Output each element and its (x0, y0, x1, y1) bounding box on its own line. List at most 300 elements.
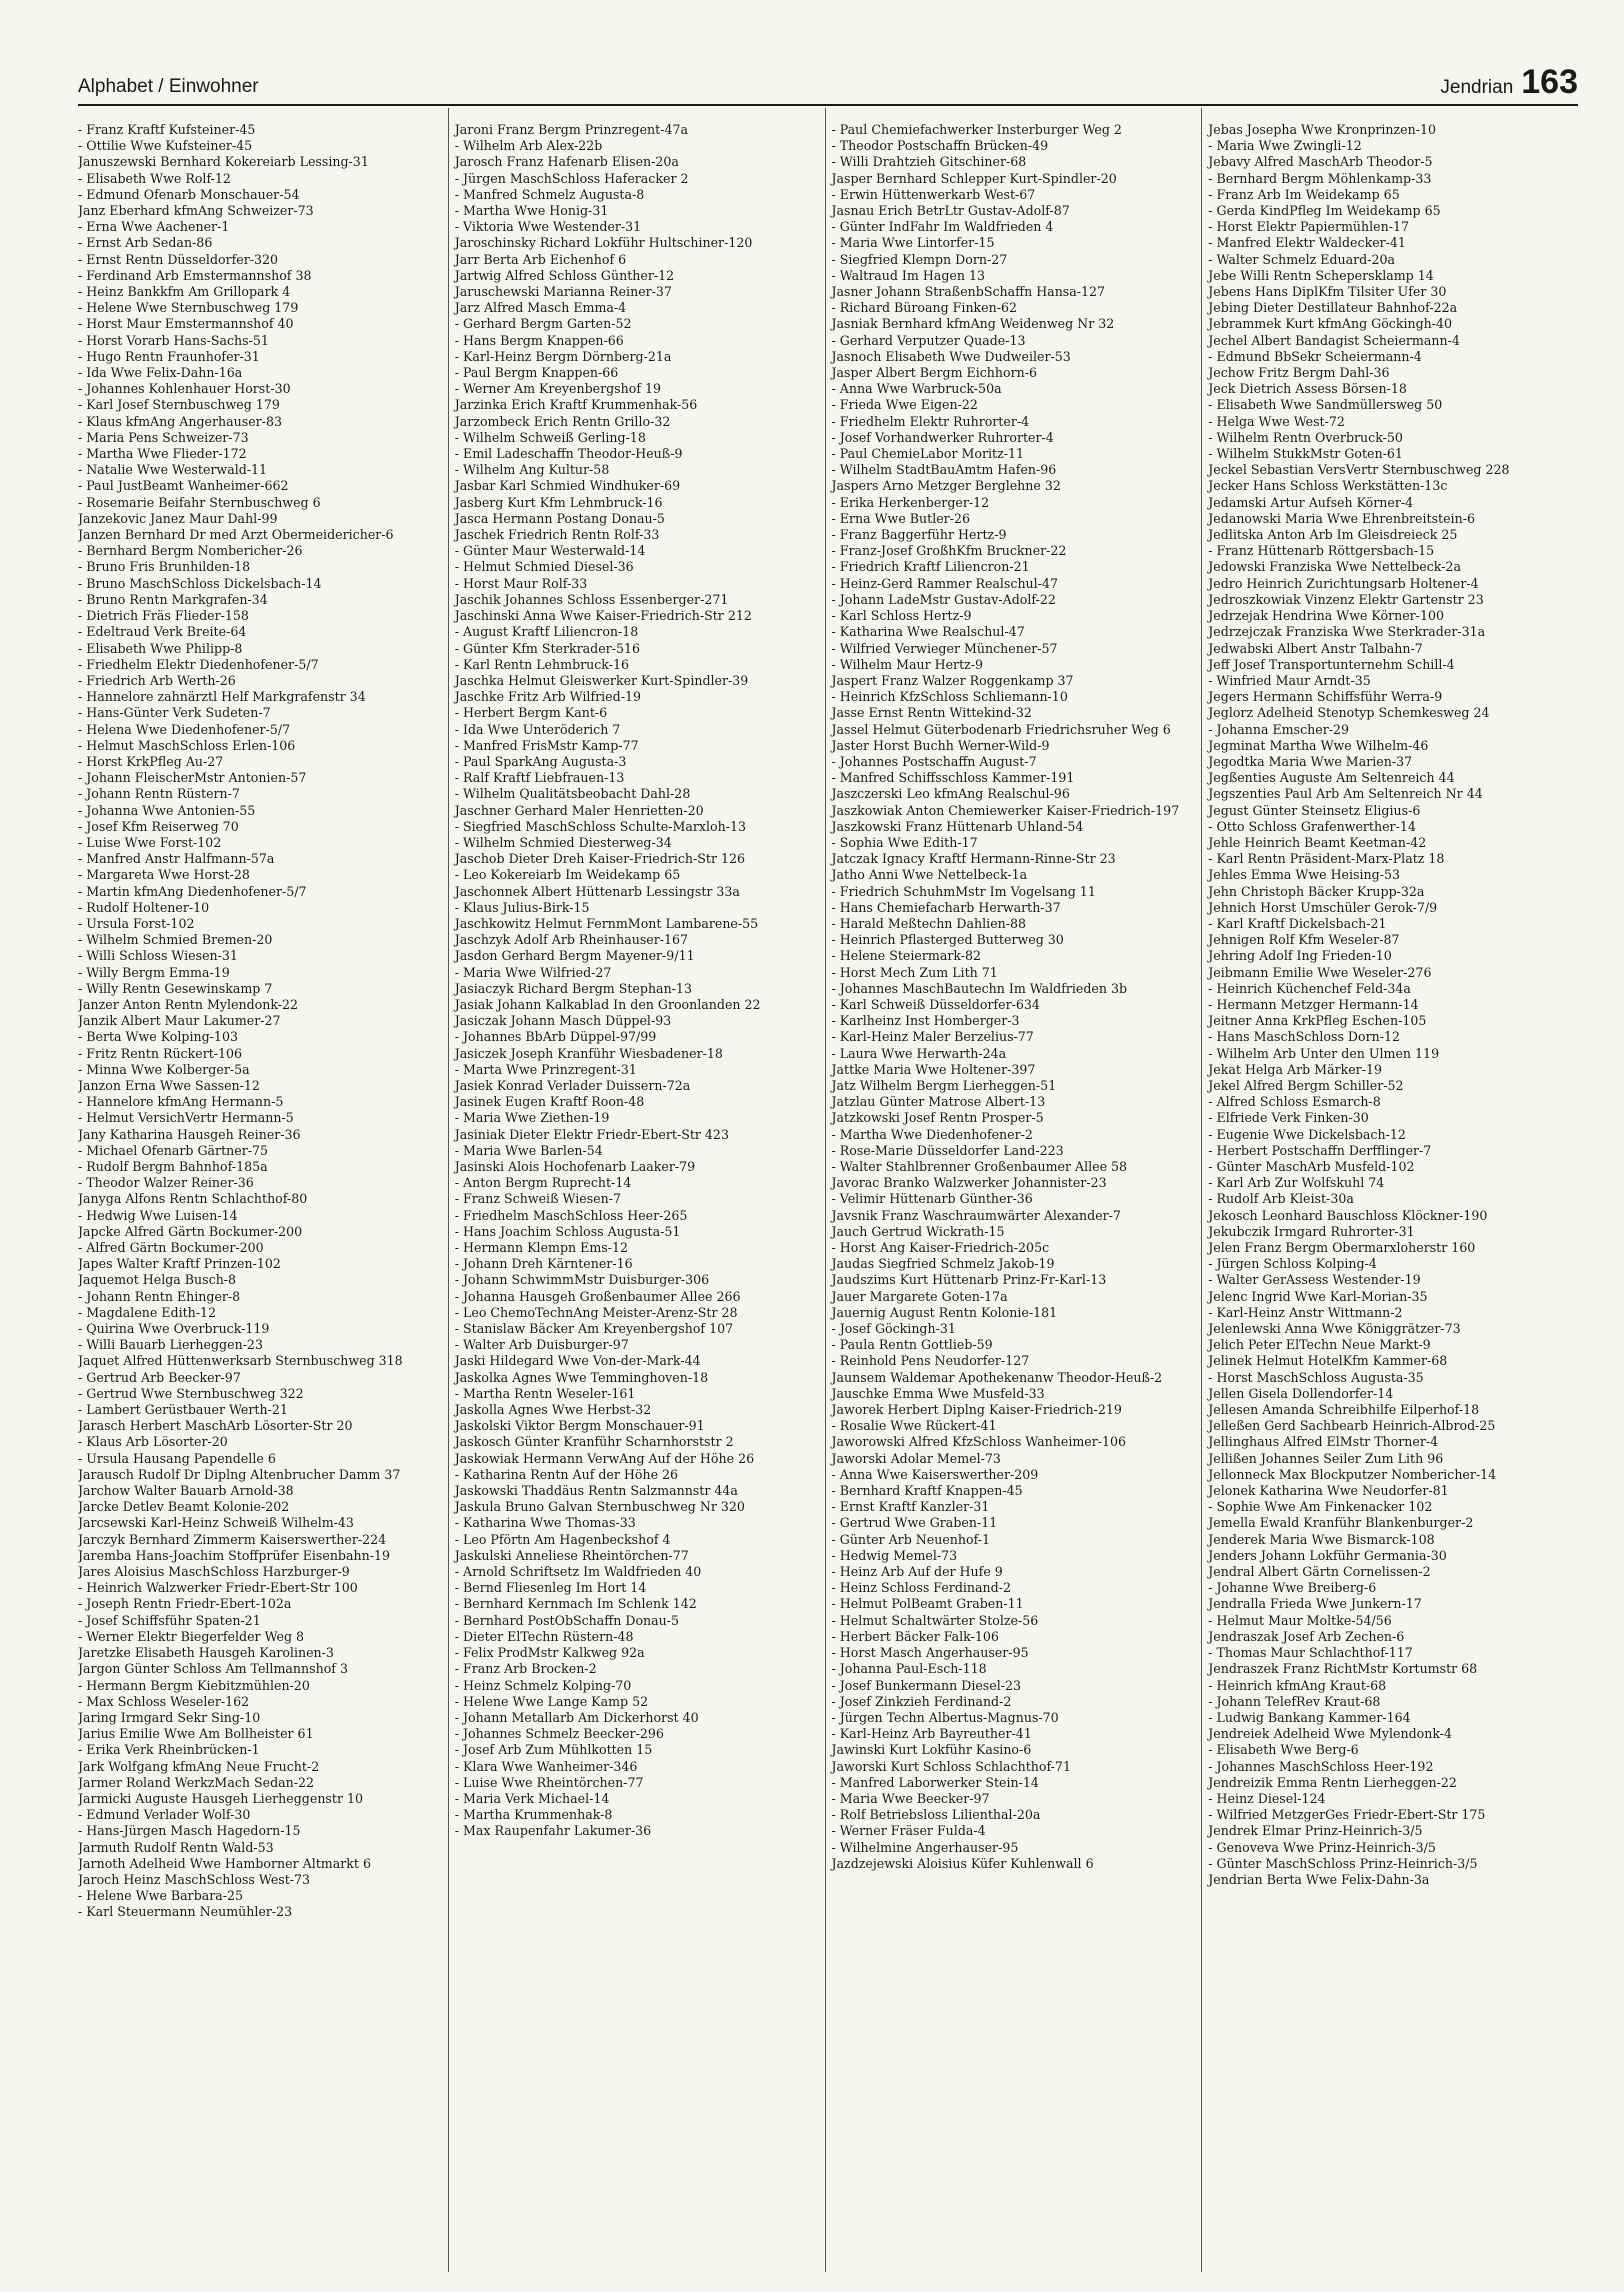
column-2 (448, 108, 825, 2272)
directory-entry: - Hans Bergm Knappen-66 (454, 332, 624, 348)
directory-entry: - Hugo Rentn Fraunhofer-31 (78, 348, 260, 364)
directory-entry: Jarz Alfred Masch Emma-4 (454, 300, 627, 316)
directory-entry: - Leo Kokereiarb Im Weidekamp 65 (454, 867, 681, 883)
directory-entry: - Jürgen Techn Albertus-Magnus-70 (831, 1709, 1059, 1725)
directory-entry: - Harald Meßtechn Dahlien-88 (831, 915, 1027, 931)
directory-entry: - Josef Kfm Reiserweg 70 (78, 818, 239, 834)
directory-entry: Jaskolla Agnes Wwe Herbst-32 (454, 1402, 652, 1418)
directory-entry: Jaworski Adolar Memel-73 (831, 1450, 1001, 1466)
directory-entry: - Maria Wwe Barlen-54 (454, 1142, 603, 1158)
directory-entry: Jaskowski Thaddäus Rentn Salzmannstr 44a (454, 1483, 738, 1499)
directory-entry: - Martha Rentn Weseler-161 (454, 1385, 636, 1401)
directory-entry: - Leo Pförtn Am Hagenbeckshof 4 (454, 1531, 671, 1547)
directory-entry: - Heinrich KfzSchloss Schliemann-10 (831, 689, 1068, 705)
directory-entry: Jasca Hermann Postang Donau-5 (454, 510, 665, 526)
directory-entry: - Gertrud Arb Beecker-97 (78, 1369, 241, 1385)
directory-entry: - Alfred Schloss Esmarch-8 (1208, 1094, 1381, 1110)
directory-entry: Jelenlewski Anna Wwe Königgrätzer-73 (1208, 1321, 1461, 1337)
page-number: 163 (1521, 63, 1578, 101)
directory-entry: Jaszczerski Leo kfmAng Realschul-96 (831, 786, 1070, 802)
directory-entry: - Richard Büroang Finken-62 (831, 300, 1018, 316)
directory-entry: - Elfriede Verk Finken-30 (1208, 1110, 1369, 1126)
directory-entry: Jaschinski Anna Wwe Kaiser-Friedrich-Str 212 (454, 608, 752, 624)
directory-entry: - Horst Vorarb Hans-Sachs-51 (78, 332, 269, 348)
directory-entry: - Thomas Maur Schlachthof-117 (1208, 1645, 1413, 1661)
directory-entry: Jellonneck Max Blockputzer Nombericher-14 (1208, 1466, 1497, 1482)
directory-entry: - Wilhelm Schmied Bremen-20 (78, 932, 273, 948)
directory-entry: Jawinski Kurt Lokführ Kasino-6 (831, 1742, 1032, 1758)
column-3 (825, 108, 1202, 2272)
directory-entry: Jaskolski Viktor Bergm Monschauer-91 (454, 1418, 705, 1434)
directory-entry: - Helmut Maur Moltke-54/56 (1208, 1612, 1392, 1628)
directory-entry: - Willi Drahtzieh Gitschiner-68 (831, 154, 1027, 170)
directory-entry: Jedamski Artur Aufseh Körner-4 (1208, 494, 1414, 510)
directory-entry: Javsnik Franz Waschraumwärter Alexander-7 (831, 1207, 1121, 1223)
directory-entry: - Bernhard Bergm Möhlenkamp-33 (1208, 170, 1432, 186)
directory-entry: Jelich Peter ElTechn Neue Markt-9 (1208, 1337, 1431, 1353)
directory-entry: - Johann TelefRev Kraut-68 (1208, 1693, 1381, 1709)
directory-entry: - Anton Bergm Ruprecht-14 (454, 1175, 632, 1191)
directory-entry: - Bernhard Bergm Nombericher-26 (78, 543, 303, 559)
directory-entry: - Friedhelm Elektr Diedenhofener-5/7 (78, 656, 319, 672)
directory-entry: - Bernhard Kraftf Knappen-45 (831, 1483, 1023, 1499)
directory-entry: - Maria Wwe Wilfried-27 (454, 964, 612, 980)
directory-entry: - Willi Bauarb Lierheggen-23 (78, 1337, 263, 1353)
directory-entry: - Helmut PolBeamt Graben-11 (831, 1596, 1024, 1612)
directory-entry: Jarosch Franz Hafenarb Elisen-20a (454, 154, 679, 170)
directory-entry: - Katharina Rentn Auf der Höhe 26 (454, 1466, 679, 1482)
directory-entry: - Herbert Postschaffn Derfflinger-7 (1208, 1142, 1432, 1158)
directory-entry: - Horst MaschSchloss Augusta-35 (1208, 1369, 1424, 1385)
directory-entry: - Karl Schloss Hertz-9 (831, 608, 972, 624)
column-4 (1201, 108, 1578, 2272)
directory-entry: - Heinz Bankkfm Am Grillopark 4 (78, 284, 291, 300)
directory-entry: Jelenc Ingrid Wwe Karl-Morian-35 (1208, 1288, 1428, 1304)
directory-entry: - Franz Baggerführ Hertz-9 (831, 527, 1007, 543)
directory-entry: - Herbert Bergm Kant-6 (454, 705, 608, 721)
directory-entry: Jenderek Maria Wwe Bismarck-108 (1208, 1531, 1435, 1547)
directory-entry: Jaretzke Elisabeth Hausgeh Karolinen-3 (78, 1645, 334, 1661)
directory-entry: - Horst Maur Rolf-33 (454, 575, 588, 591)
directory-entry: - Paul ChemieLabor Moritz-11 (831, 446, 1024, 462)
directory-entry: - Johannes Kohlenhauer Horst-30 (78, 381, 291, 397)
directory-entry: - Jürgen MaschSchloss Haferacker 2 (454, 170, 689, 186)
directory-entry: - Dieter ElTechn Rüstern-48 (454, 1628, 634, 1644)
directory-entry: Jaudszims Kurt Hüttenarb Prinz-Fr-Karl-13 (831, 1272, 1107, 1288)
directory-entry: - Bernhard PostObSchaffn Donau-5 (454, 1612, 680, 1628)
directory-entry: - Karl Kraftf Dickelsbach-21 (1208, 915, 1387, 931)
directory-entry: Jasdon Gerhard Bergm Mayener-9/11 (454, 948, 695, 964)
directory-entry: - Günter Kfm Sterkrader-516 (454, 640, 640, 656)
directory-entry: - Martha Krummenhak-8 (454, 1807, 613, 1823)
directory-entry: Jatzlau Günter Matrose Albert-13 (831, 1094, 1046, 1110)
directory-entry: - Karlheinz Inst Homberger-3 (831, 1013, 1020, 1029)
directory-entry: Jauch Gertrud Wickrath-15 (831, 1223, 1005, 1239)
directory-entry: Janyga Alfons Rentn Schlachthof-80 (78, 1191, 308, 1207)
directory-entry: - Joseph Rentn Friedr-Ebert-102a (78, 1596, 292, 1612)
directory-entry: - Josef Zinkzieh Ferdinand-2 (831, 1693, 1012, 1709)
directory-entry: Jebas Josepha Wwe Kronprinzen-10 (1208, 122, 1437, 137)
directory-entry: - Theodor Postschaffn Brücken-49 (831, 138, 1049, 154)
directory-entry: - Frieda Wwe Eigen-22 (831, 397, 978, 413)
directory-entry: - Helga Wwe West-72 (1208, 413, 1345, 429)
directory-entry: - Karl Arb Zur Wolfskuhl 74 (1208, 1175, 1385, 1191)
directory-entry: Jatho Anni Wwe Nettelbeck-1a (831, 867, 1028, 883)
directory-entry: - Horst KrkPfleg Au-27 (78, 753, 224, 769)
directory-entry: Jendrek Elmar Prinz-Heinrich-3/5 (1208, 1823, 1423, 1839)
directory-entry: - Anna Wwe Warbruck-50a (831, 381, 1002, 397)
directory-entry: - Franz Arb Im Weidekamp 65 (1208, 186, 1400, 202)
directory-entry: Jaquemot Helga Busch-8 (78, 1272, 237, 1288)
directory-entry: Jassel Helmut Güterbodenarb Friedrichsruher Weg 6 (831, 721, 1171, 737)
directory-entry: Janzekovic Janez Maur Dahl-99 (78, 510, 278, 526)
directory-entry: - Johannes Schmelz Beecker-296 (454, 1726, 664, 1742)
directory-entry: Jaschob Dieter Dreh Kaiser-Friedrich-Str 126 (454, 851, 746, 867)
directory-entry: - Martha Wwe Diedenhofener-2 (831, 1126, 1033, 1142)
directory-entry: Jatzkowski Josef Rentn Prosper-5 (831, 1110, 1044, 1126)
directory-entry: Jaschik Johannes Schloss Essenberger-271 (454, 591, 729, 607)
directory-entry: Jegßenties Auguste Am Seltenreich 44 (1208, 770, 1455, 786)
directory-entry: Jarzinka Erich Kraftf Krummenhak-56 (454, 397, 698, 413)
directory-entry: - Franz-Josef GroßhKfm Bruckner-22 (831, 543, 1067, 559)
directory-entry: - Heinrich Küchenchef Feld-34a (1208, 980, 1411, 996)
directory-entry: - Karl Josef Sternbuschweg 179 (78, 397, 280, 413)
directory-entry: Jasiaczyk Richard Bergm Stephan-13 (454, 980, 692, 996)
directory-entry: - Josef Schiffsführ Spaten-21 (78, 1612, 261, 1628)
directory-entry: - Helmut Schaltwärter Stolze-56 (831, 1612, 1039, 1628)
directory-entry: Jarasch Herbert MaschArb Lösorter-Str 20 (78, 1418, 353, 1434)
directory-entry: Jedrzejak Hendrina Wwe Körner-100 (1208, 608, 1444, 624)
directory-entry: - Friedhelm Elektr Ruhrorter-4 (831, 413, 1030, 429)
directory-entry: Jaster Horst Buchh Werner-Wild-9 (831, 737, 1050, 753)
directory-entry: - Wilhelm Rentn Overbruck-50 (1208, 429, 1403, 445)
directory-entry: - Walter Stahlbrenner Großenbaumer Allee 58 (831, 1159, 1128, 1174)
directory-entry: Jaskula Bruno Galvan Sternbuschweg Nr 320 (454, 1499, 745, 1515)
directory-entry: - Gerhard Verputzer Quade-13 (831, 332, 1026, 348)
directory-entry: - Ernst Arb Sedan-86 (78, 235, 213, 251)
directory-entry: Janzen Bernhard Dr med Arzt Obermeidericher-6 (78, 527, 394, 543)
directory-entry: - Ottilie Wwe Kufsteiner-45 (78, 138, 253, 154)
directory-entry: - Heinrich Walzwerker Friedr-Ebert-Str 100 (78, 1580, 358, 1596)
directory-entry: - Rudolf Bergm Bahnhof-185a (78, 1159, 268, 1174)
directory-entry: - Karl-Heinz Bergm Dörnberg-21a (454, 348, 672, 364)
directory-entry: Japcke Alfred Gärtn Bockumer-200 (78, 1223, 303, 1239)
directory-entry: Jarius Emilie Wwe Am Bollheister 61 (78, 1726, 314, 1742)
directory-entry: - Gerda KindPfleg Im Weidekamp 65 (1208, 203, 1441, 219)
directory-entry: - Elisabeth Wwe Berg-6 (1208, 1742, 1359, 1758)
directory-entry: - Ursula Hausang Papendelle 6 (78, 1450, 276, 1466)
directory-entry: Jaruschewski Marianna Reiner-37 (454, 284, 672, 300)
directory-entry: - Ernst Kraftf Kanzler-31 (831, 1499, 990, 1515)
directory-entry: Jendreiek Adelheid Wwe Mylendonk-4 (1208, 1726, 1453, 1742)
directory-entry: - Minna Wwe Kolberger-5a (78, 1061, 250, 1077)
directory-entry: - Hermann Klempn Ems-12 (454, 1240, 629, 1256)
directory-entry: - Hans Joachim Schloss Augusta-51 (454, 1223, 681, 1239)
directory-entry: - Klaus Julius-Birk-15 (454, 899, 590, 915)
running-head (1440, 63, 1578, 102)
directory-entry: - Johanna Hausgeh Großenbaumer Allee 266 (454, 1288, 741, 1304)
directory-entry: - Erna Wwe Butler-26 (831, 510, 970, 526)
directory-entry: - Ralf Kraftf Liebfrauen-13 (454, 770, 625, 786)
directory-entry: Jarnoth Adelheid Wwe Hamborner Altmarkt 6 (78, 1855, 371, 1871)
directory-entry: - Hermann Bergm Kiebitzmühlen-20 (78, 1677, 310, 1693)
directory-entry: Jaspert Franz Walzer Roggenkamp 37 (831, 672, 1074, 688)
directory-entry: - Horst Ang Kaiser-Friedrich-205c (831, 1240, 1050, 1256)
directory-entry: Jaschke Fritz Arb Wilfried-19 (454, 689, 641, 705)
directory-entry: Jasnoch Elisabeth Wwe Dudweiler-53 (831, 348, 1071, 364)
directory-entry: - Klaus kfmAng Angerhauser-83 (78, 413, 282, 429)
directory-entry: - Elisabeth Wwe Philipp-8 (78, 640, 243, 656)
directory-entry: Jares Aloisius MaschSchloss Harzburger-9 (78, 1564, 350, 1580)
directory-entry: - Manfred Elektr Waldecker-41 (1208, 235, 1406, 251)
directory-entry: Jedrzejczak Franziska Wwe Sterkrader-31a (1208, 624, 1486, 640)
directory-entry: - Karl Rentn Lehmbruck-16 (454, 656, 630, 672)
directory-entry: - Ferdinand Arb Emstermannshof 38 (78, 267, 312, 283)
directory-entry: Jedwabski Albert Anstr Talbahn-7 (1208, 640, 1423, 656)
directory-entry: - Wilfried MetzgerGes Friedr-Ebert-Str 175 (1208, 1807, 1486, 1823)
directory-entry: Jelen Franz Bergm Obermarxloherstr 160 (1208, 1240, 1476, 1256)
directory-entry: - Marta Wwe Prinzregent-31 (454, 1061, 637, 1077)
directory-entry: - Hans Chemiefacharb Herwarth-37 (831, 899, 1061, 915)
directory-entry: Jeibmann Emilie Wwe Weseler-276 (1208, 964, 1432, 980)
directory-entry: Jauer Margarete Goten-17a (831, 1288, 1008, 1304)
directory-entry: - Herbert Bäcker Falk-106 (831, 1628, 999, 1644)
directory-entry: - Paula Rentn Gottlieb-59 (831, 1337, 993, 1353)
directory-entry: Jaskolka Agnes Wwe Temminghoven-18 (454, 1369, 709, 1385)
directory-entry: - Johannes BbArb Düppel-97/99 (454, 1029, 657, 1045)
directory-entry: Jecker Hans Schloss Werkstätten-13c (1208, 478, 1448, 494)
directory-entry: Jegszenties Paul Arb Am Seltenreich Nr 44 (1208, 786, 1483, 802)
directory-entry: - Karl-Heinz Anstr Wittmann-2 (1208, 1304, 1403, 1320)
directory-entry: - Ida Wwe Unteröderich 7 (454, 721, 621, 737)
directory-entry: - Heinz Schmelz Kolping-70 (454, 1677, 632, 1693)
directory-entry: - Maria Pens Schweizer-73 (78, 429, 249, 445)
directory-entry: Jebens Hans DiplKfm Tilsiter Ufer 30 (1208, 284, 1447, 300)
directory-entry: - Franz Schweiß Wiesen-7 (454, 1191, 621, 1207)
directory-entry: - Johanna Paul-Esch-118 (831, 1661, 987, 1677)
directory-entry: Jaskowiak Hermann VerwAng Auf der Höhe 26 (454, 1450, 755, 1466)
guide-word: Jendrian (1440, 77, 1514, 98)
directory-entry: - Wilhelm StukkMstr Goten-61 (1208, 446, 1403, 462)
directory-entry: - Rudolf Arb Kleist-30a (1208, 1191, 1354, 1207)
directory-entry: Jarr Berta Arb Eichenhof 6 (454, 251, 627, 267)
directory-entry: - Werner Am Kreyenbergshof 19 (454, 381, 662, 397)
directory-entry: Jaring Irmgard Sekr Sing-10 (78, 1709, 261, 1725)
directory-entry: - Berta Wwe Kolping-103 (78, 1029, 238, 1045)
directory-entry: Jaroni Franz Bergm Prinzregent-47a (454, 122, 689, 137)
header-rule (78, 104, 1578, 106)
directory-entry: Jehring Adolf Ing Frieden-10 (1208, 948, 1392, 964)
directory-entry: Jaroschinsky Richard Lokführ Hultschiner-120 (454, 235, 753, 251)
directory-entry: - Josef Göckingh-31 (831, 1321, 956, 1337)
directory-entry: - Franz Kraftf Kufsteiner-45 (78, 122, 256, 137)
directory-entry: - Gerhard Bergm Garten-52 (454, 316, 632, 332)
directory-entry: - Günter Arb Neuenhof-1 (831, 1531, 991, 1547)
directory-entry: Jaunsem Waldemar Apothekenanw Theodor-Heuß-2 (831, 1369, 1163, 1385)
directory-entry: - Helmut MaschSchloss Erlen-106 (78, 737, 296, 753)
directory-entry: Jattke Maria Wwe Holtener-397 (831, 1061, 1036, 1077)
directory-entry: - Horst Mech Zum Lith 71 (831, 964, 998, 980)
directory-entry: - Sophia Wwe Edith-17 (831, 834, 978, 850)
directory-entry: - Erna Wwe Aachener-1 (78, 219, 230, 235)
directory-entry: - Rosalie Wwe Rückert-41 (831, 1418, 997, 1434)
directory-entry: - Magdalene Edith-12 (78, 1304, 217, 1320)
directory-entry: - Reinhold Pens Neudorfer-127 (831, 1353, 1030, 1369)
directory-entry: - Wilhelm Maur Hertz-9 (831, 656, 984, 672)
directory-entry: Jedroszkowiak Vinzenz Elektr Gartenstr 23 (1208, 591, 1484, 607)
directory-entry: - Wilhelm Arb Alex-22b (454, 138, 603, 154)
directory-entry: - Paul JustBeamt Wanheimer-662 (78, 478, 289, 494)
directory-entry: - Martha Wwe Flieder-172 (78, 446, 247, 462)
directory-entry: - Wilhelm Arb Unter den Ulmen 119 (1208, 1045, 1440, 1061)
directory-entry: Jegodtka Maria Wwe Marien-37 (1208, 753, 1413, 769)
directory-entry: - Friedrich SchuhmMstr Im Vogelsang 11 (831, 883, 1096, 899)
directory-entry: Jasinek Eugen Kraftf Roon-48 (454, 1094, 645, 1110)
directory-entry: Jaworski Kurt Schloss Schlachthof-71 (831, 1758, 1071, 1774)
directory-entry: Jasberg Kurt Kfm Lehmbruck-16 (454, 494, 663, 510)
directory-entry: - Theodor Walzer Reiner-36 (78, 1175, 254, 1191)
directory-entry: - Bruno Rentn Markgrafen-34 (78, 591, 268, 607)
directory-entry: - Katharina Wwe Realschul-47 (831, 624, 1025, 640)
directory-entry: Jeglorz Adelheid Stenotyp Schemkesweg 24 (1208, 705, 1490, 721)
directory-entry: - Gertrud Wwe Graben-11 (831, 1515, 998, 1531)
directory-entry: - Edeltraud Verk Breite-64 (78, 624, 247, 640)
directory-entry: Jaschzyk Adolf Arb Rheinhauser-167 (454, 932, 689, 948)
directory-entry: Jasiczek Joseph Kranführ Wiesbadener-18 (454, 1045, 723, 1061)
directory-entry: Jaskulski Anneliese Rheintörchen-77 (454, 1547, 689, 1563)
directory-entry: Jeff Josef Transportunternehm Schill-4 (1208, 656, 1455, 672)
directory-entry: - Helene Wwe Sternbuschweg 179 (78, 300, 299, 316)
directory-entry: - Heinz-Gerd Rammer Realschul-47 (831, 575, 1058, 591)
directory-entry: - Johanna Wwe Antonien-55 (78, 802, 256, 818)
directory-entry: - Wilhelm Schweiß Gerling-18 (454, 429, 646, 445)
directory-entry: Jaszkowski Franz Hüttenarb Uhland-54 (831, 818, 1084, 834)
directory-entry: - Maria Wwe Beecker-97 (831, 1790, 990, 1806)
directory-entry: - Johannes MaschSchloss Heer-192 (1208, 1758, 1434, 1774)
directory-entry: - Heinz Schloss Ferdinand-2 (831, 1580, 1011, 1596)
directory-entry: - Friedhelm MaschSchloss Heer-265 (454, 1207, 688, 1223)
directory-entry: - Hans-Jürgen Masch Hagedorn-15 (78, 1823, 301, 1839)
directory-entry: - Johann FleischerMstr Antonien-57 (78, 770, 307, 786)
directory-entry: Jehnigen Rolf Kfm Weseler-87 (1208, 932, 1400, 948)
directory-entry: Jasnau Erich BetrLtr Gustav-Adolf-87 (831, 203, 1070, 219)
directory-entry: Japes Walter Kraftf Prinzen-102 (78, 1256, 281, 1272)
directory-entry: - Wilhelm Ang Kultur-58 (454, 462, 610, 478)
directory-entry: Januszewski Bernhard Kokereiarb Lessing-31 (78, 154, 369, 170)
directory-entry: - Eugenie Wwe Dickelsbach-12 (1208, 1126, 1406, 1142)
directory-entry: Jasner Johann StraßenbSchaffn Hansa-127 (831, 284, 1106, 300)
directory-entry: - Klara Wwe Wanheimer-346 (454, 1758, 638, 1774)
directory-entry: - Manfred Laborwerker Stein-14 (831, 1774, 1039, 1790)
directory-entry: Jellesen Amanda Schreibhilfe Eilperhof-18 (1208, 1402, 1480, 1418)
directory-entry: - Heinrich kfmAng Kraut-68 (1208, 1677, 1387, 1693)
directory-entry: Jendraszak Josef Arb Zechen-6 (1208, 1628, 1405, 1644)
directory-entry: Jeckel Sebastian VersVertr Sternbuschweg 228 (1208, 462, 1510, 478)
directory-entry: - Bernhard Kernmach Im Schlenk 142 (454, 1596, 697, 1612)
directory-entry: Jehnich Horst Umschüler Gerok-7/9 (1208, 899, 1438, 915)
directory-entry: - Manfred Anstr Halfmann-57a (78, 851, 275, 867)
directory-entry: - Siegfried Klempn Dorn-27 (831, 251, 1008, 267)
directory-entry: Jaschek Friedrich Rentn Rolf-33 (454, 527, 660, 543)
directory-entry: - Josef Bunkermann Diesel-23 (831, 1677, 1022, 1693)
directory-entry: Jedro Heinrich Zurichtungsarb Holtener-4 (1208, 575, 1479, 591)
directory-entry: - Paul Chemiefachwerker Insterburger Weg 2 (831, 122, 1122, 137)
directory-entry: - Josef Vorhandwerker Ruhrorter-4 (831, 429, 1054, 445)
directory-entry: Jaudas Siegfried Schmelz Jakob-19 (831, 1256, 1055, 1272)
directory-entry: - Max Raupenfahr Lakumer-36 (454, 1823, 652, 1839)
directory-entry: - Fritz Rentn Rückert-106 (78, 1045, 243, 1061)
directory-entry: - Günter MaschSchloss Prinz-Heinrich-3/5 (1208, 1855, 1478, 1871)
directory-entry: Jehn Christoph Bäcker Krupp-32a (1208, 883, 1425, 899)
directory-entry: - Paul Bergm Knappen-66 (454, 365, 619, 381)
directory-entry: - Jürgen Schloss Kolping-4 (1208, 1256, 1377, 1272)
directory-entry: - Ernst Rentn Düsseldorfer-320 (78, 251, 279, 267)
directory-entry: - Hannelore zahnärztl Helf Markgrafenstr 34 (78, 689, 366, 705)
directory-entry: - Walter Schmelz Eduard-20a (1208, 251, 1396, 267)
directory-entry: - Bernd Fliesenleg Im Hort 14 (454, 1580, 647, 1596)
directory-entry: - Johann Metallarb Am Dickerhorst 40 (454, 1709, 699, 1725)
directory-entry: - Maria Verk Michael-14 (454, 1790, 610, 1806)
directory-entry: Jauschke Emma Wwe Musfeld-33 (831, 1385, 1045, 1401)
directory-entry: - Günter Maur Westerwald-14 (454, 543, 646, 559)
directory-entry: Jaschner Gerhard Maler Henrietten-20 (454, 802, 704, 818)
directory-entry: Jebe Willi Rentn Schepersklamp 14 (1208, 267, 1434, 283)
directory-entry: - Rosemarie Beifahr Sternbuschweg 6 (78, 494, 321, 510)
directory-entry: Jazdzejewski Aloisius Küfer Kuhlenwall 6 (831, 1855, 1094, 1871)
directory-entry: - Velimir Hüttenarb Günther-36 (831, 1191, 1033, 1207)
directory-entry: - Bruno MaschSchloss Dickelsbach-14 (78, 575, 322, 591)
directory-entry: Jasinski Alois Hochofenarb Laaker-79 (454, 1159, 696, 1174)
directory-entry: - Wilhelmine Angerhauser-95 (831, 1839, 1019, 1855)
directory-entry: - Friedrich Kraftf Liliencron-21 (831, 559, 1030, 575)
directory-entry: Jedlitska Anton Arb Im Gleisdreieck 25 (1208, 527, 1458, 543)
directory-entry: - Edmund Verlader Wolf-30 (78, 1807, 251, 1823)
directory-entry: - Josef Arb Zum Mühlkotten 15 (454, 1742, 653, 1758)
directory-entry: Jeitner Anna KrkPfleg Eschen-105 (1208, 1013, 1427, 1029)
directory-entry: - Helena Wwe Diedenhofener-5/7 (78, 721, 291, 737)
directory-entry: Jendralla Frieda Wwe Junkern-17 (1208, 1596, 1422, 1612)
directory-entry: - Werner Fräser Fulda-4 (831, 1823, 986, 1839)
directory-entry: - Leo ChemoTechnAng Meister-Arenz-Str 28 (454, 1304, 738, 1320)
directory-entry: Jaspers Arno Metzger Berglehne 32 (831, 478, 1061, 494)
directory-entry: - Gertrud Wwe Sternbuschweg 322 (78, 1385, 304, 1401)
directory-entry: - Hans-Günter Verk Sudeten-7 (78, 705, 271, 721)
directory-entry: - Hermann Metzger Hermann-14 (1208, 996, 1419, 1012)
directory-entry: - Manfred Schiffsschloss Kammer-191 (831, 770, 1075, 786)
directory-entry: Jendrian Berta Wwe Felix-Dahn-3a (1208, 1871, 1430, 1887)
directory-entry: Janzon Erna Wwe Sassen-12 (78, 1077, 260, 1093)
directory-entry: Jebavy Alfred MaschArb Theodor-5 (1208, 154, 1433, 170)
directory-entry: Jelinek Helmut HotelKfm Kammer-68 (1208, 1353, 1448, 1369)
directory-entry: Jekubczik Irmgard Ruhrorter-31 (1208, 1223, 1415, 1239)
directory-entry: - Manfred FrisMstr Kamp-77 (454, 737, 639, 753)
directory-entry: - Rudolf Holtener-10 (78, 899, 210, 915)
directory-entry: - Ursula Forst-102 (78, 915, 195, 931)
directory-entry: - Horst Masch Angerhauser-95 (831, 1645, 1029, 1661)
directory-entry: - Karl Schweiß Düsseldorfer-634 (831, 996, 1040, 1012)
directory-entry: - Michael Ofenarb Gärtner-75 (78, 1142, 268, 1158)
directory-entry: Jasper Albert Bergm Eichhorn-6 (831, 365, 1037, 381)
directory-entry: Jasbar Karl Schmied Windhuker-69 (454, 478, 681, 494)
directory-entry: - Alfred Gärtn Bockumer-200 (78, 1240, 264, 1256)
directory-entry: - Natalie Wwe Westerwald-11 (78, 462, 268, 478)
directory-entry: Jatczak Ignacy Kraftf Hermann-Rinne-Str 23 (831, 851, 1116, 867)
directory-entry: Jaschkowitz Helmut FernmMont Lambarene-55 (454, 915, 759, 931)
directory-entry: Jarmer Roland WerkzMach Sedan-22 (78, 1774, 315, 1790)
directory-entry: Jehle Heinrich Beamt Keetman-42 (1208, 834, 1427, 850)
directory-entry: Jedowski Franziska Wwe Nettelbeck-2a (1208, 559, 1461, 575)
directory-entry: Jeck Dietrich Assess Börsen-18 (1208, 381, 1407, 397)
